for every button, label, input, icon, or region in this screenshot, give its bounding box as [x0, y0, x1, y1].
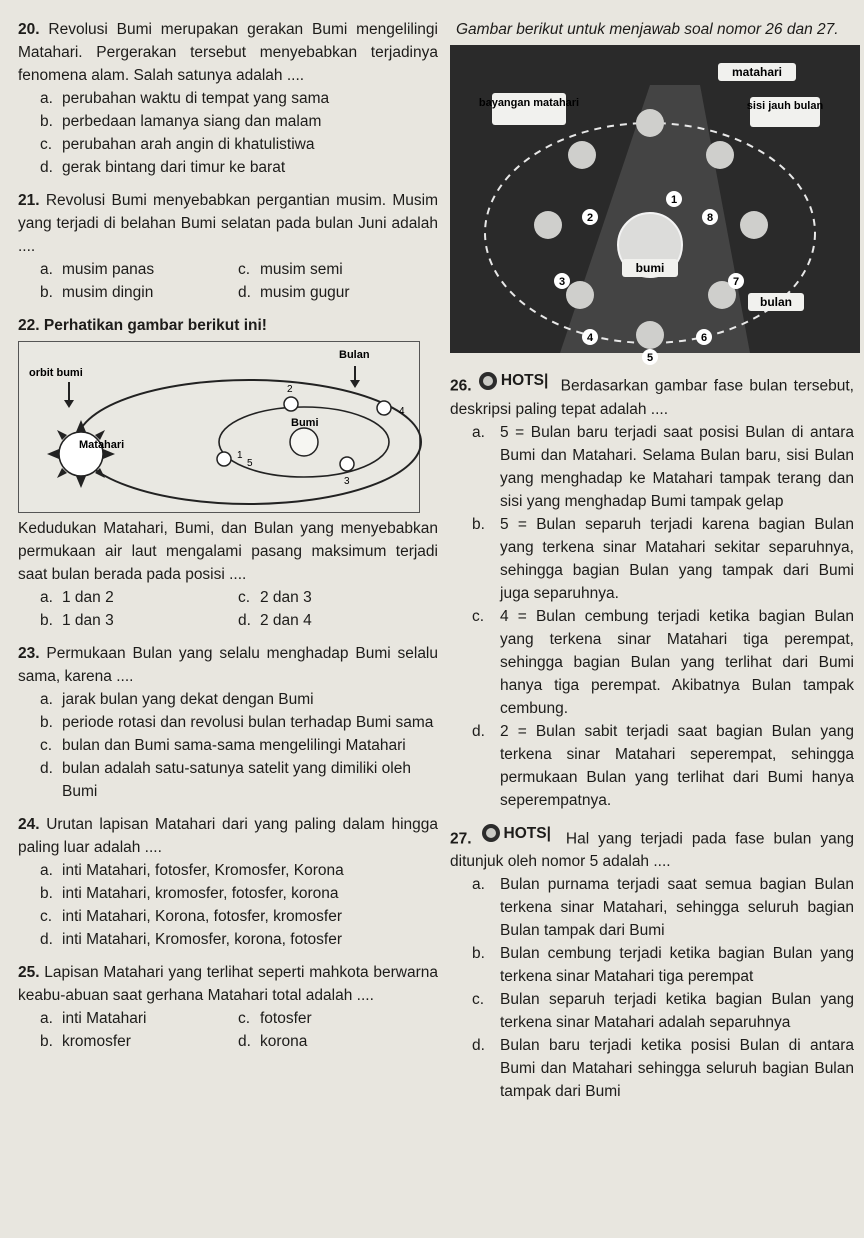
- badge-3-text: 3: [558, 276, 566, 288]
- orbit-arrow-head: [64, 400, 74, 408]
- question-21-option-b[interactable]: b. musim dingin: [40, 284, 154, 301]
- question-21-stem: 21. Revolusi Bumi menyebabkan pergantian musim. Musim yang terjadi di belahan Bumi selatan pada bulan Juni adalah ....: [18, 192, 438, 255]
- moon-position-2: [284, 397, 298, 411]
- earth-label: bumi: [635, 261, 665, 275]
- sun-icon: [47, 420, 115, 488]
- far-side-label: sisi jauh bulan: [746, 100, 824, 112]
- question-20-option-d[interactable]: d. gerak bintang dari timur ke barat: [40, 159, 286, 176]
- question-27-stem: 27. HOTS| Hal yang terjadi pada fase bulan yang ditunjuk oleh nomor 5 adalah ....: [450, 822, 854, 874]
- question-24-option-c[interactable]: c. inti Matahari, Korona, fotosfer, kromosfer: [40, 908, 342, 925]
- hots-badge: HOTS|: [478, 369, 548, 392]
- question-21-option-a[interactable]: a. musim panas: [40, 261, 155, 278]
- badge-6-text: 6: [700, 332, 708, 344]
- question-20-option-c[interactable]: c. perubahan arah angin di khatulistiwa: [40, 136, 315, 153]
- question-23-option-b[interactable]: b. periode rotasi dan revolusi bulan terhadap Bumi sama: [40, 714, 434, 731]
- question-25-option-a[interactable]: a. inti Matahari: [40, 1010, 147, 1027]
- question-20-option-a[interactable]: a. perubahan waktu di tempat yang sama: [40, 90, 330, 107]
- earth-icon: [290, 428, 318, 456]
- question-21: [18, 189, 438, 304]
- question-25-option-c[interactable]: c. fotosfer: [238, 1010, 312, 1027]
- position-2-label: 2: [287, 384, 293, 395]
- question-26-option-a[interactable]: a. 5 = Bulan baru terjadi saat posisi Bulan di antara Bumi dan Matahari. Selama Bulan baru, sisi Bulan yang menghadap ke Matahari tampak terang dan sisi yang menghadap Bumi tampak gelap: [472, 423, 854, 510]
- badge-4-text: 4: [586, 332, 594, 344]
- question-27-option-a[interactable]: a. Bulan purnama terjadi saat semua bagian Bulan terkena sinar Matahari, sehingga seluruh bagian Bulan tampak dari Bumi: [472, 876, 854, 939]
- question-24-option-b[interactable]: b. inti Matahari, kromosfer, fotosfer, korona: [40, 885, 339, 902]
- question-22-option-b[interactable]: b. 1 dan 3: [40, 612, 114, 629]
- question-21-option-d[interactable]: d. musim gugur: [238, 284, 350, 301]
- position-1-label: 1: [237, 450, 243, 461]
- question-25-options: [40, 1007, 438, 1053]
- moon-position-4: [377, 401, 391, 415]
- moon-arrow-head: [350, 380, 360, 388]
- left-column: [18, 18, 438, 1053]
- question-25-option-b[interactable]: b. kromosfer: [40, 1033, 131, 1050]
- question-21-options: [40, 258, 438, 304]
- question-22-option-c[interactable]: c. 2 dan 3: [238, 589, 312, 606]
- question-24-stem: 24. Urutan lapisan Matahari dari yang paling dalam hingga paling luar adalah ....: [18, 816, 438, 856]
- moon-phase-5: [636, 321, 664, 349]
- question-22: [18, 314, 438, 632]
- right-column: [450, 18, 854, 1103]
- question-21-option-c[interactable]: c. musim semi: [238, 261, 343, 278]
- moon-phase-3: [534, 211, 562, 239]
- badge-2-text: 2: [586, 212, 594, 224]
- question-26-stem: 26. HOTS| Berdasarkan gambar fase bulan tersebut, deskripsi paling tepat adalah ....: [450, 369, 854, 421]
- hots-icon: [478, 371, 498, 391]
- question-22-option-a[interactable]: a. 1 dan 2: [40, 589, 114, 606]
- earth-orbit-ellipse: [77, 380, 421, 504]
- position-3-label: 3: [344, 476, 350, 487]
- question-26-option-c[interactable]: c. 4 = Bulan cembung terjadi ketika bagian Bulan yang terkena sinar Matahari tiga perempat, sehingga bagian Bulan yang terlihat dari Bumi hanya tiga perempat. Akibatnya Bulan tampak cembung.: [472, 607, 854, 717]
- orbit-label: orbit bumi: [29, 367, 83, 379]
- question-22-option-d[interactable]: d. 2 dan 4: [238, 612, 312, 629]
- question-20-option-b[interactable]: b. perbedaan lamanya siang dan malam: [40, 113, 322, 130]
- moon-phase-svg: [450, 45, 860, 364]
- question-25-stem: 25. Lapisan Matahari yang terlihat seperti mahkota berwarna keabu-abuan saat gerhana Matahari total adalah ....: [18, 964, 438, 1004]
- question-23-option-a[interactable]: a. jarak bulan yang dekat dengan Bumi: [40, 691, 314, 708]
- question-20-stem: 20. Revolusi Bumi merupakan gerakan Bumi mengelilingi Matahari. Pergerakan tersebut menyebabkan terjadinya fenomena alam. Salah satunya adalah ....: [18, 21, 438, 84]
- question-27-option-b[interactable]: b. Bulan cembung terjadi ketika bagian Bulan yang terkena sinar Matahari tiga perempat: [472, 945, 854, 985]
- shadow-label: bayangan matahari: [478, 97, 580, 109]
- question-23: [18, 642, 438, 803]
- question-22-intro: 22. Perhatikan gambar berikut ini!: [18, 317, 267, 334]
- question-23-option-c[interactable]: c. bulan dan Bumi sama-sama mengelilingi Matahari: [40, 737, 406, 754]
- moon-phase-7: [740, 211, 768, 239]
- question-25-option-d[interactable]: d. korona: [238, 1033, 308, 1050]
- moon-label: Bulan: [339, 349, 370, 361]
- badge-1-text: 1: [670, 194, 678, 206]
- question-24: [18, 813, 438, 951]
- question-23-option-d[interactable]: d. bulan adalah satu-satunya satelit yang dimiliki oleh Bumi: [40, 760, 411, 800]
- badge-7-text: 7: [732, 276, 740, 288]
- moon-phase-diagram: [450, 45, 860, 364]
- question-22-stem: Kedudukan Matahari, Bumi, dan Bulan yang menyebabkan permukaan air laut mengalami pasang maksimum terjadi saat bulan berada pada posisi ....: [18, 520, 438, 583]
- badge-8-text: 8: [706, 212, 714, 224]
- question-24-option-d[interactable]: d. inti Matahari, Kromosfer, korona, fotosfer: [40, 931, 342, 948]
- tide-diagram: [18, 341, 420, 513]
- hots-icon: [481, 823, 501, 843]
- moon-position-1: [217, 452, 231, 466]
- sun-label: Matahari: [79, 439, 125, 451]
- moon-phase-8: [706, 141, 734, 169]
- moon-position-3: [340, 457, 354, 471]
- badge-5-text: 5: [646, 352, 654, 364]
- position-5-label: 5: [247, 458, 253, 469]
- question-26: [450, 369, 854, 812]
- figure-caption: Gambar berikut untuk menjawab soal nomor 26 dan 27.: [456, 21, 839, 38]
- sun-label: matahari: [731, 65, 783, 79]
- question-24-option-a[interactable]: a. inti Matahari, fotosfer, Kromosfer, Korona: [40, 862, 344, 879]
- question-26-option-d[interactable]: d. 2 = Bulan sabit terjadi saat bagian Bulan yang terkena sinar Matahari seperempat, sehingga permukaan Bulan yang terlihat dari Bumi hanya seperempatnya.: [472, 722, 854, 809]
- moon-phase-4: [566, 281, 594, 309]
- hots-badge: HOTS|: [481, 822, 551, 845]
- moon-label: bulan: [760, 295, 792, 309]
- question-27-option-c[interactable]: c. Bulan separuh terjadi ketika bagian Bulan yang terkena sinar Matahari adalah separuhnya: [472, 991, 854, 1031]
- position-4-label: 4: [399, 406, 405, 417]
- question-23-stem: 23. Permukaan Bulan yang selalu menghadap Bumi selalu sama, karena ....: [18, 645, 438, 685]
- moon-phase-2: [568, 141, 596, 169]
- question-27-option-d[interactable]: d. Bulan baru terjadi ketika posisi Bulan di antara Bumi dan Matahari sehingga seluruh bagian Bulan tampak dari Bumi: [472, 1037, 854, 1100]
- question-27: [450, 822, 854, 1104]
- question-22-options: [40, 586, 438, 632]
- question-26-option-b[interactable]: b. 5 = Bulan separuh terjadi karena bagian Bulan yang terkena sinar Matahari sekitar separuhnya, sehingga bagian Bulan yang tampak dari Bumi juga separuhnya.: [472, 515, 854, 602]
- question-20: [18, 18, 438, 179]
- tide-diagram-svg: [19, 342, 419, 512]
- question-25: [18, 961, 438, 1053]
- moon-phase-1: [636, 109, 664, 137]
- earth-label: Bumi: [291, 417, 319, 429]
